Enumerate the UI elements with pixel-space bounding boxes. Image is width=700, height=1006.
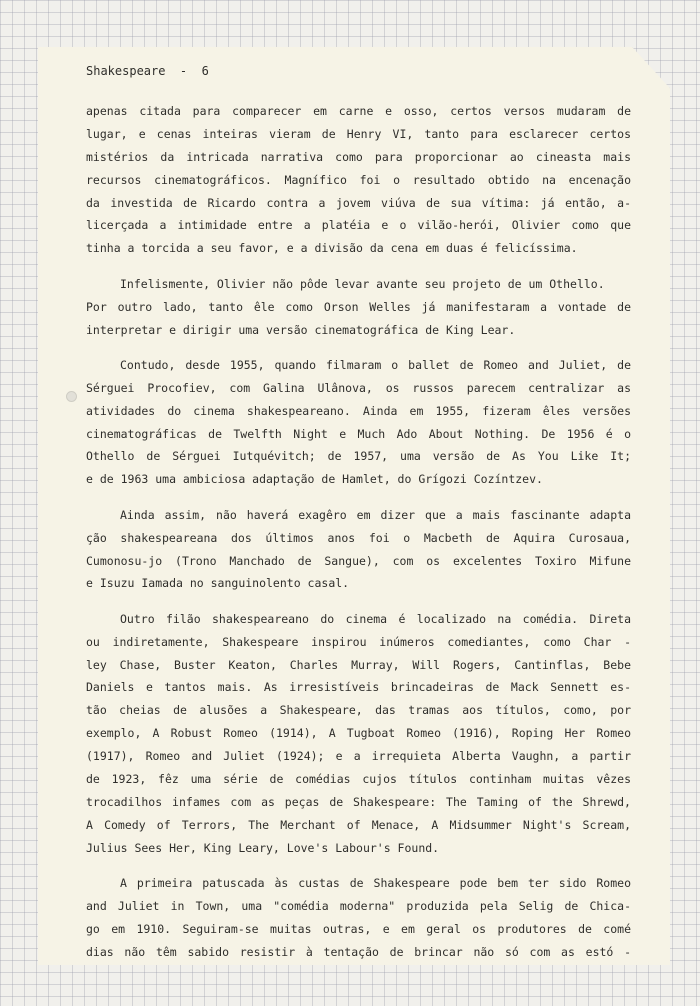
text-line: Daniels e tantos mais. As irresistíveis brincadeiras de Mack Sennett es- xyxy=(86,680,631,695)
paragraph-othello xyxy=(86,273,631,342)
text-line: and Juliet in Town, uma "comédia moderna" produzida pela Selig de Chica- xyxy=(86,899,631,913)
text-line: A Comedy of Terrors, The Merchant of Menace, A Midsummer Night's Scream, xyxy=(86,817,631,832)
text-line: (1917), Romeo and Juliet (1924); e a irrequieta Alberta Vaughn, a partir xyxy=(86,749,631,764)
text-line: mistérios da intricada narrativa como para proporcionar ao cineasta mais xyxy=(86,149,631,164)
paragraph-macbeth xyxy=(86,504,631,596)
text-line: ou indiretamente, Shakespeare inspirou inúmeros comediantes, como Char - xyxy=(86,634,631,649)
text-line: apenas citada para comparecer em carne e osso, certos versos mudaram de xyxy=(86,104,631,118)
text-line: lugar, e cenas inteiras vieram de Henry VI, tanto para esclarecer certos xyxy=(86,126,631,141)
text-line: e Isuzu Iamada no sanguinolento casal. xyxy=(86,576,350,591)
text-line: Contudo, desde 1955, quando filmaram o ballet de Romeo and Juliet, de xyxy=(120,357,631,372)
text-line: ley Chase, Buster Keaton, Charles Murray, Will Rogers, Cantinflas, Bebe xyxy=(86,657,631,672)
text-line: da investida de Ricardo contra a jovem viúva de sua vítima: já então, a- xyxy=(86,195,631,210)
text-line: Por outro lado, tanto êle como Orson Welles já manifestaram a vontade de xyxy=(86,299,631,314)
text-line: atividades do cinema shakespeareano. Ainda em 1955, fizeram êles versões xyxy=(86,403,631,418)
text-line: dias não têm sabido resistir à tentação de brincar não só com as estó - xyxy=(86,944,631,959)
text-line: tinha a torcida a seu favor, e a divisão da cena em duas é felicíssima. xyxy=(86,241,578,256)
text-line: go em 1910. Seguiram-se muitas outras, e em geral os produtores de comé xyxy=(86,921,631,936)
text-line: Sérguei Procofiev, com Galina Ulânova, os russos parecem centralizar as xyxy=(86,380,631,395)
text-line: exemplo, A Robust Romeo (1914), A Tugboat Romeo (1916), Roping Her Romeo xyxy=(86,726,631,741)
text-line: recursos cinematográficos. Magnífico foi o resultado obtido na encenação xyxy=(86,172,631,187)
text-line: Cumonosu-jo (Trono Manchado de Sangue), com os excelentes Toxiro Mifune xyxy=(86,553,631,568)
text-line: e de 1963 uma ambiciosa adaptação de Hamlet, do Grígozi Cozíntzev. xyxy=(86,472,543,487)
text-line: A primeira patuscada às custas de Shakespeare pode bem ter sido Romeo xyxy=(120,876,631,891)
page-header: Shakespeare - 6 xyxy=(86,64,209,78)
text-line: tão cheias de alusões a Shakespeare, das tramas aos títulos, como, por xyxy=(86,703,631,718)
paragraph-comedia xyxy=(86,608,631,860)
text-line: licerçada a intimidade entre a platéia e o vilão-herói, Olivier como que xyxy=(86,218,631,233)
text-line: Ainda assim, não haverá exagêro em dizer que a mais fascinante adapta xyxy=(120,507,631,522)
paragraph-russos xyxy=(86,354,631,491)
text-line: Othello de Sérguei Iutquévitch; de 1957, uma versão de As You Like It; xyxy=(86,449,631,464)
text-line: Infelismente, Olivier não pôde levar avante seu projeto de um Othello. xyxy=(120,276,605,291)
text-line: cinematográficas de Twelfth Night e Much Ado About Nothing. De 1956 é o xyxy=(86,426,631,441)
paragraph-ricardo xyxy=(86,100,631,260)
text-line: Outro filão shakespeareano do cinema é localizado na comédia. Direta xyxy=(120,611,631,626)
document-body xyxy=(86,100,631,964)
text-line: interpretar e dirigir uma versão cinematográfica de King Lear. xyxy=(86,322,516,337)
text-line: trocadilhos infames com as peças de Shakespeare: The Taming of the Shrewd, xyxy=(86,794,631,809)
text-line: ção shakespeareana dos últimos anos foi o Macbeth de Aquira Curosaua, xyxy=(86,530,631,545)
punch-hole xyxy=(66,391,77,402)
text-line: Julius Sees Her, King Leary, Love's Labour's Found. xyxy=(86,840,440,855)
paragraph-patuscada xyxy=(86,872,631,964)
text-line: de 1923, fêz uma série de comédias cujos títulos continham muitas vêzes xyxy=(86,772,631,787)
